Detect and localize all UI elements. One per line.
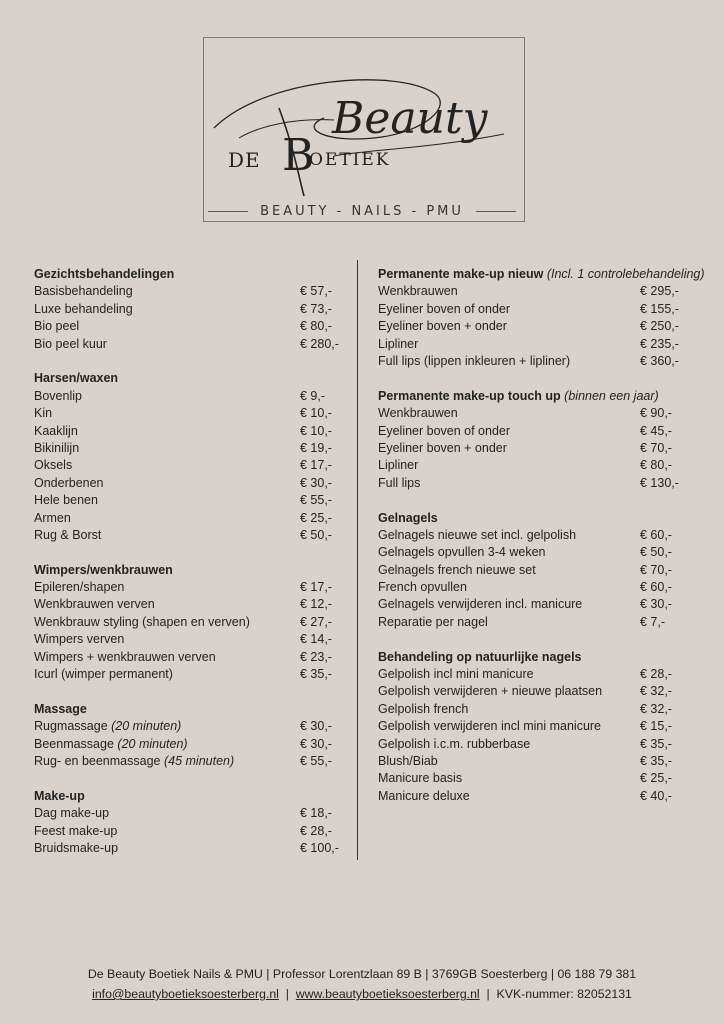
footer-sep: | — [479, 987, 497, 1001]
treatment-name: Armen — [34, 510, 71, 525]
treatment-name: Bio peel — [34, 319, 80, 334]
price-row — [34, 631, 350, 648]
price-row — [34, 823, 350, 840]
treatment-name-cell — [34, 579, 124, 596]
treatment-name-cell — [34, 805, 109, 822]
treatment-price: € 360,- — [640, 353, 679, 368]
price-row — [378, 457, 718, 474]
treatment-price: € 15,- — [640, 719, 672, 734]
treatment-name: Bio peel kuur — [34, 336, 107, 351]
treatment-price: € 250,- — [640, 319, 679, 334]
section-title-text: Wimpers/wenkbrauwen — [34, 562, 173, 577]
treatment-name-cell — [378, 701, 468, 718]
treatment-duration: (20 minuten) — [117, 736, 188, 751]
treatment-price: € 295,- — [640, 284, 679, 299]
treatment-name: Epileren/shapen — [34, 580, 125, 595]
treatment-name-cell — [34, 596, 155, 613]
treatment-price: € 32,- — [640, 684, 672, 699]
price-row — [34, 388, 350, 405]
treatment-price: € 35,- — [640, 754, 672, 768]
section-title — [378, 266, 718, 283]
treatment-name: Hele benen — [34, 493, 98, 508]
logo-tagline — [0, 203, 724, 221]
treatment-name: Rug & Borst — [34, 527, 102, 542]
kvk-number: KVK-nummer: 82052131 — [496, 987, 632, 1001]
treatment-price: € 32,- — [640, 701, 672, 716]
price-row — [34, 649, 350, 666]
logo-script-word: Beauty — [332, 93, 488, 144]
price-row — [34, 596, 350, 613]
treatment-price: € 10,- — [300, 423, 332, 438]
treatment-name-cell — [378, 423, 510, 440]
treatment-name: Gelnagels opvullen 3-4 weken — [378, 545, 546, 560]
treatment-price: € 60,- — [640, 580, 672, 595]
price-row — [378, 596, 718, 613]
treatment-price: € 7,- — [640, 614, 666, 629]
treatment-price: € 9,- — [300, 388, 326, 403]
price-row — [378, 701, 718, 718]
price-row — [378, 336, 718, 353]
treatment-price: € 23,- — [300, 649, 332, 664]
treatment-price: € 12,- — [300, 597, 332, 612]
section-title — [378, 649, 718, 666]
tagline-line-right — [476, 211, 516, 212]
treatment-name-cell — [378, 614, 488, 631]
price-row — [34, 283, 350, 300]
treatment-name: Eyeliner boven of onder — [378, 423, 511, 438]
price-row — [34, 423, 350, 440]
price-row — [34, 840, 350, 857]
section-title — [34, 370, 350, 387]
section-title — [378, 510, 718, 527]
treatment-name: Onderbenen — [34, 475, 104, 490]
section-title — [34, 701, 350, 718]
price-row — [378, 614, 718, 631]
right-column — [378, 266, 718, 805]
treatment-name-cell — [34, 736, 188, 753]
price-row — [34, 405, 350, 422]
treatment-name: French opvullen — [378, 580, 467, 595]
treatment-name: Eyeliner boven + onder — [378, 319, 507, 334]
treatment-duration: (45 minuten) — [163, 754, 235, 768]
treatment-price: € 10,- — [300, 406, 332, 421]
section-gap — [378, 370, 718, 387]
treatment-name-cell — [378, 353, 570, 370]
treatment-name: Gelpolish verwijderen incl mini manicure — [378, 719, 602, 734]
price-row — [34, 457, 350, 474]
price-row — [34, 475, 350, 492]
price-row — [378, 283, 718, 300]
price-row — [34, 492, 350, 509]
logo-de: DE — [228, 148, 261, 172]
treatment-name-cell — [34, 753, 234, 770]
treatment-name-cell — [34, 840, 118, 857]
tagline-text: BEAUTY - NAILS - PMU — [260, 204, 464, 220]
treatment-name-cell — [378, 788, 470, 805]
section-gap — [378, 492, 718, 509]
treatment-price: € 70,- — [640, 440, 672, 455]
logo — [203, 37, 525, 222]
price-row — [378, 544, 718, 561]
section-title — [378, 388, 718, 405]
logo-oetiek: OETIEK — [309, 150, 391, 170]
email-link[interactable]: info@beautyboetieksoesterberg.nl — [92, 987, 279, 1001]
treatment-price: € 18,- — [300, 806, 332, 821]
treatment-price: € 28,- — [640, 667, 672, 682]
treatment-name: Manicure deluxe — [378, 788, 470, 803]
treatment-name-cell — [378, 457, 418, 474]
treatment-price: € 25,- — [300, 510, 332, 525]
treatment-name: Bovenlip — [34, 388, 82, 403]
price-row — [378, 736, 718, 753]
treatment-price: € 30,- — [300, 475, 332, 490]
treatment-price: € 25,- — [640, 771, 672, 786]
treatment-name-cell — [378, 770, 462, 787]
section-title-text: Permanente make-up nieuw — [378, 267, 544, 281]
price-row — [378, 423, 718, 440]
section-title-text: Gelnagels — [378, 510, 438, 525]
treatment-name-cell — [34, 631, 124, 648]
treatment-name: Wimpers + wenkbrauwen verven — [34, 649, 216, 664]
treatment-price: € 80,- — [300, 319, 332, 334]
price-row — [34, 805, 350, 822]
treatment-price: € 50,- — [640, 545, 672, 560]
treatment-price: € 155,- — [640, 301, 679, 316]
price-row — [34, 510, 350, 527]
treatment-name: Dag make-up — [34, 806, 110, 821]
section-title-text: Harsen/waxen — [34, 371, 119, 386]
price-row — [378, 353, 718, 370]
treatment-name-cell — [34, 388, 82, 405]
logo-b: B — [282, 130, 315, 181]
treatment-price: € 55,- — [300, 754, 332, 768]
section-title — [34, 266, 350, 283]
treatment-name: Gelnagels french nieuwe set — [378, 562, 536, 577]
treatment-name-cell — [34, 440, 79, 457]
footer-sep: | — [278, 987, 296, 1001]
treatment-name-cell — [378, 562, 536, 579]
treatment-name: Kaaklijn — [34, 423, 78, 438]
treatment-name: Rug- en beenmassage — [34, 754, 161, 768]
treatment-price: € 14,- — [300, 632, 332, 647]
treatment-name: Gelnagels verwijderen incl. manicure — [378, 597, 583, 612]
treatment-price: € 17,- — [300, 580, 332, 595]
treatment-name-cell — [34, 510, 71, 527]
price-row — [378, 440, 718, 457]
treatment-name: Reparatie per nagel — [378, 614, 488, 629]
treatment-name: Beenmassage — [34, 736, 114, 751]
section-title-text: Massage — [34, 701, 87, 716]
treatment-price: € 30,- — [640, 597, 672, 612]
price-row — [378, 753, 718, 770]
treatment-name-cell — [378, 753, 438, 770]
treatment-price: € 45,- — [640, 423, 672, 438]
treatment-name: Bruidsmake-up — [34, 840, 119, 855]
logo-script-graphic — [204, 38, 524, 221]
price-row — [378, 718, 718, 735]
treatment-name: Icurl (wimper permanent) — [34, 667, 173, 682]
treatment-name-cell — [378, 283, 458, 300]
treatment-name-cell — [378, 666, 534, 683]
treatment-name-cell — [34, 649, 216, 666]
website-link[interactable]: www.beautyboetieksoesterberg.nl — [295, 987, 480, 1001]
price-row — [378, 579, 718, 596]
treatment-name-cell — [378, 596, 582, 613]
treatment-name-cell — [378, 718, 601, 735]
price-row — [34, 318, 350, 335]
section-title-text: Make-up — [34, 788, 85, 803]
treatment-name: Feest make-up — [34, 823, 118, 838]
treatment-price: € 57,- — [300, 284, 332, 299]
treatment-name-cell — [34, 457, 72, 474]
price-row — [378, 683, 718, 700]
treatment-price: € 30,- — [300, 736, 332, 751]
treatment-name: Full lips (lippen inkleuren + lipliner) — [378, 353, 571, 368]
price-row — [34, 336, 350, 353]
treatment-name: Wenkbrauwen — [378, 406, 458, 421]
treatment-name-cell — [378, 544, 545, 561]
price-row — [378, 318, 718, 335]
treatment-name: Full lips — [378, 475, 421, 490]
section-gap — [378, 631, 718, 648]
treatment-name-cell — [34, 283, 133, 300]
left-column — [34, 266, 350, 857]
treatment-price: € 80,- — [640, 458, 672, 473]
treatment-name-cell — [378, 405, 458, 422]
treatment-name: Wimpers verven — [34, 632, 125, 647]
price-row — [34, 301, 350, 318]
price-row — [378, 405, 718, 422]
price-row — [34, 440, 350, 457]
section-title-text: Permanente make-up touch up — [378, 388, 561, 403]
treatment-name-cell — [34, 492, 98, 509]
price-row — [378, 301, 718, 318]
price-row — [34, 753, 350, 770]
treatment-price: € 235,- — [640, 336, 679, 351]
section-note: (Incl. 1 controlebehandeling) — [546, 267, 705, 281]
price-row — [34, 666, 350, 683]
treatment-name: Bikinilijn — [34, 440, 80, 455]
treatment-price: € 28,- — [300, 823, 332, 838]
treatment-price: € 60,- — [640, 527, 672, 542]
treatment-name-cell — [34, 336, 107, 353]
treatment-name: Eyeliner boven of onder — [378, 301, 511, 316]
section-title — [34, 788, 350, 805]
treatment-name: Wenkbrauw styling (shapen en verven) — [34, 614, 250, 629]
treatment-name-cell — [378, 336, 418, 353]
footer-contact — [0, 987, 724, 1001]
treatment-price: € 35,- — [640, 736, 672, 751]
treatment-name: Gelnagels nieuwe set incl. gelpolish — [378, 527, 577, 542]
treatment-name-cell — [34, 527, 101, 544]
treatment-name-cell — [378, 736, 530, 753]
treatment-name-cell — [378, 440, 507, 457]
treatment-price: € 280,- — [300, 336, 339, 351]
treatment-price: € 73,- — [300, 301, 332, 316]
treatment-name-cell — [34, 614, 250, 631]
treatment-name: Blush/Biab — [378, 754, 438, 768]
treatment-name-cell — [34, 475, 104, 492]
price-row — [34, 527, 350, 544]
treatment-price: € 17,- — [300, 458, 332, 473]
price-row — [34, 736, 350, 753]
section-gap — [34, 544, 350, 561]
treatment-name-cell — [34, 423, 78, 440]
treatment-price: € 30,- — [300, 719, 332, 734]
treatment-name-cell — [34, 405, 52, 422]
treatment-name: Manicure basis — [378, 771, 463, 786]
treatment-name: Lipliner — [378, 458, 419, 473]
treatment-name-cell — [378, 301, 510, 318]
section-gap — [34, 353, 350, 370]
treatment-price: € 70,- — [640, 562, 672, 577]
treatment-price: € 40,- — [640, 788, 672, 803]
treatment-price: € 100,- — [300, 840, 339, 855]
price-row — [34, 614, 350, 631]
treatment-price: € 35,- — [300, 667, 332, 682]
treatment-name: Basisbehandeling — [34, 284, 133, 299]
price-row — [378, 562, 718, 579]
treatment-name: Wenkbrauwen verven — [34, 597, 155, 612]
tagline-line-left — [208, 211, 248, 212]
treatment-price: € 130,- — [640, 475, 679, 490]
treatment-name-cell — [378, 527, 576, 544]
treatment-name: Wenkbrauwen — [378, 284, 458, 299]
treatment-name: Gelpolish i.c.m. rubberbase — [378, 736, 531, 751]
price-row — [378, 770, 718, 787]
treatment-name-cell — [34, 318, 79, 335]
price-row — [378, 475, 718, 492]
price-row — [378, 527, 718, 544]
treatment-name: Rugmassage — [34, 719, 108, 734]
treatment-name-cell — [378, 475, 420, 492]
treatment-name-cell — [378, 683, 602, 700]
treatment-name-cell — [378, 579, 467, 596]
treatment-name: Gelpolish incl mini manicure — [378, 667, 534, 682]
treatment-name-cell — [34, 823, 117, 840]
treatment-price: € 27,- — [300, 614, 332, 629]
treatment-name: Luxe behandeling — [34, 301, 133, 316]
treatment-name: Kin — [34, 406, 53, 421]
treatment-name-cell — [378, 318, 507, 335]
footer-address: De Beauty Boetiek Nails & PMU | Professor Lorentzlaan 89 B | 3769GB Soesterberg | 06 188 79 381 — [87, 967, 637, 981]
treatment-price: € 50,- — [300, 527, 332, 542]
treatment-name: Eyeliner boven + onder — [378, 440, 507, 455]
treatment-name: Gelpolish verwijderen + nieuwe plaatsen — [378, 684, 603, 699]
treatment-duration: (20 minuten) — [111, 719, 182, 734]
price-row — [34, 579, 350, 596]
treatment-name: Gelpolish french — [378, 701, 469, 716]
treatment-name: Lipliner — [378, 336, 419, 351]
treatment-name-cell — [34, 718, 181, 735]
price-row — [378, 788, 718, 805]
treatment-price: € 55,- — [300, 493, 332, 508]
treatment-price: € 19,- — [300, 440, 332, 455]
section-title-text: Behandeling op natuurlijke nagels — [378, 649, 582, 664]
section-gap — [34, 770, 350, 787]
column-divider — [357, 260, 358, 860]
section-title — [34, 562, 350, 579]
treatment-name-cell — [34, 301, 133, 318]
price-row — [34, 718, 350, 735]
section-note: (binnen een jaar) — [564, 388, 659, 403]
section-title-text: Gezichtsbehandelingen — [34, 267, 175, 281]
treatment-name-cell — [34, 666, 173, 683]
treatment-price: € 90,- — [640, 406, 672, 421]
treatment-name: Oksels — [34, 458, 73, 473]
price-row — [378, 666, 718, 683]
section-gap — [34, 683, 350, 700]
